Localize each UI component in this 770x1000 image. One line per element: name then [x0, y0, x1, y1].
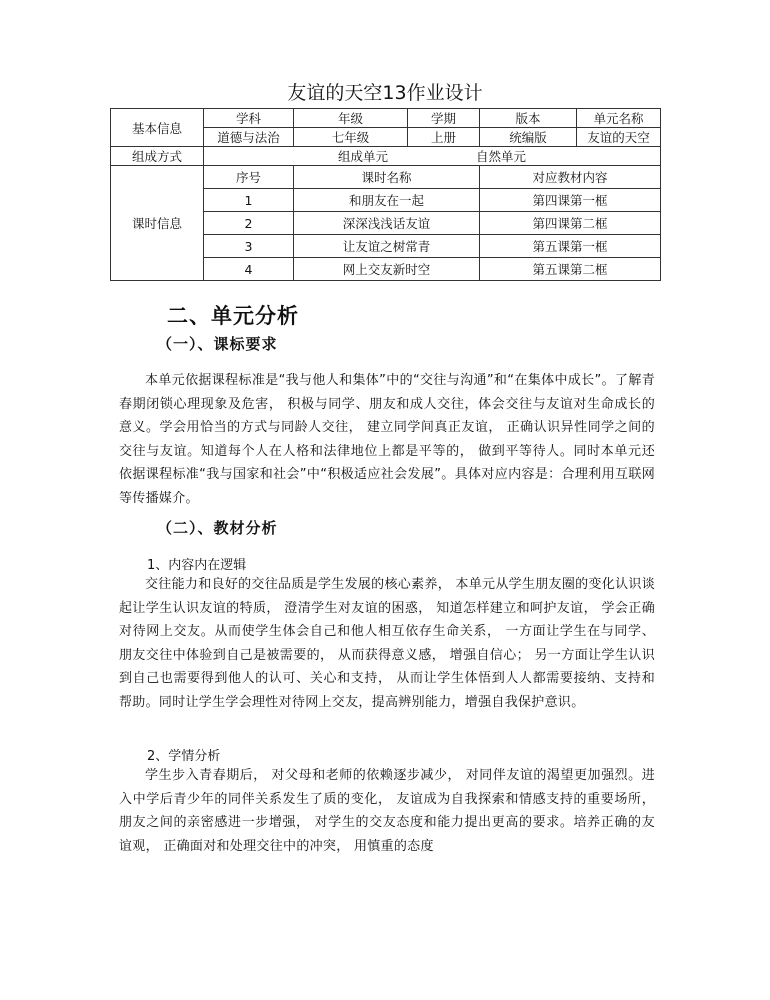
item-heading-2: 2、学情分析	[147, 749, 221, 764]
composition-value	[204, 147, 661, 166]
info-table	[110, 108, 661, 281]
lesson-no: 1	[204, 189, 294, 212]
item-heading-1: 1、内容内在逻辑	[147, 558, 247, 573]
header-term: 学期	[408, 109, 480, 128]
header-unit-name: 单元名称	[577, 109, 661, 128]
document-title: 友谊的天空13作业设计	[287, 82, 483, 104]
lesson-name: 和朋友在一起	[294, 189, 480, 212]
value-term: 上册	[408, 128, 480, 147]
lesson-header-no: 序号	[204, 166, 294, 189]
paragraph-text: 学生步入青春期后， 对父母和老师的依赖逐步减少， 对同伴友谊的渴望更加强烈。进入中学后青少年的同伴关系发生了质的变化， 友谊成为自我探索和情感支持的重要场所， 朋友之间的亲密感进一步增强， 对学生的交友态度和能力提出更高的要求。培养正确的友谊观， 正确面对和处理交往中的冲突， 用慎重的态度	[119, 768, 655, 854]
lesson-content: 第四课第一框	[480, 189, 661, 212]
subsection-heading-2: （二）、教材分析	[157, 519, 278, 537]
header-grade: 年级	[294, 109, 408, 128]
lesson-no: 4	[204, 258, 294, 281]
header-subject: 学科	[204, 109, 294, 128]
section-heading: 二、单元分析	[167, 304, 299, 328]
lesson-info-label: 课时信息	[111, 166, 204, 281]
lesson-name: 深深浅浅话友谊	[294, 212, 480, 235]
lesson-content: 第四课第二框	[480, 212, 661, 235]
lesson-content: 第五课第二框	[480, 258, 661, 281]
lesson-header-content: 对应教材内容	[480, 166, 661, 189]
subsection-heading-1: （一）、课标要求	[157, 335, 278, 353]
composition-value-2: 自然单元	[475, 149, 526, 164]
lesson-no: 3	[204, 235, 294, 258]
paragraph-students	[119, 764, 655, 858]
lesson-header-name: 课时名称	[294, 166, 480, 189]
lesson-name: 让友谊之树常青	[294, 235, 480, 258]
composition-label: 组成方式	[111, 147, 204, 166]
paragraph-logic	[119, 573, 655, 715]
paragraph-curriculum	[119, 369, 655, 511]
value-unit-name: 友谊的天空	[577, 128, 661, 147]
basic-info-label: 基本信息	[111, 109, 204, 147]
paragraph-text: 交往能力和良好的交往品质是学生发展的核心素养， 本单元从学生朋友圈的变化认识谈起让学生认识友谊的特质， 澄清学生对友谊的困惑， 知道怎样建立和呵护友谊， 学会正确对待网上交友。从而使学生体会自己和他人相互依存生命关系， 一方面让学生在与同学、朋友交往中体验到自己是被需要的， 从而获得意义感， 增强自信心； 另一方面让学生认识到自己也需要得到他人的认可、关心和支持， 从而让学生体悟到人人都需要接纳、支持和帮助。同时让学生学会理性对待网上交友，提高辨别能力，增强自我保护意识。	[119, 577, 655, 710]
value-subject: 道德与法治	[204, 128, 294, 147]
paragraph-text: 本单元依据课程标准是“我与他人和集体”中的“交往与沟通”和“在集体中成长”。了解青春期闭锁心理现象及危害， 积极与同学、朋友和成人交往，体会交往与友谊对生命成长的意义。学会用恰当的方式与同龄人交往， 建立同学间真正友谊， 正确认识异性同学之间的交往与友谊。知道每个人在人格和法律地位上都是平等的， 做到平等待人。同时本单元还依据课程标准“我与国家和社会”中“积极适应社会发展”。具体对应内容是：合理利用互联网等传播媒介。	[119, 373, 655, 506]
value-edition: 统编版	[480, 128, 577, 147]
lesson-content: 第五课第一框	[480, 235, 661, 258]
lesson-name: 网上交友新时空	[294, 258, 480, 281]
lesson-no: 2	[204, 212, 294, 235]
composition-value-1: 组成单元	[338, 149, 389, 164]
header-edition: 版本	[480, 109, 577, 128]
value-grade: 七年级	[294, 128, 408, 147]
